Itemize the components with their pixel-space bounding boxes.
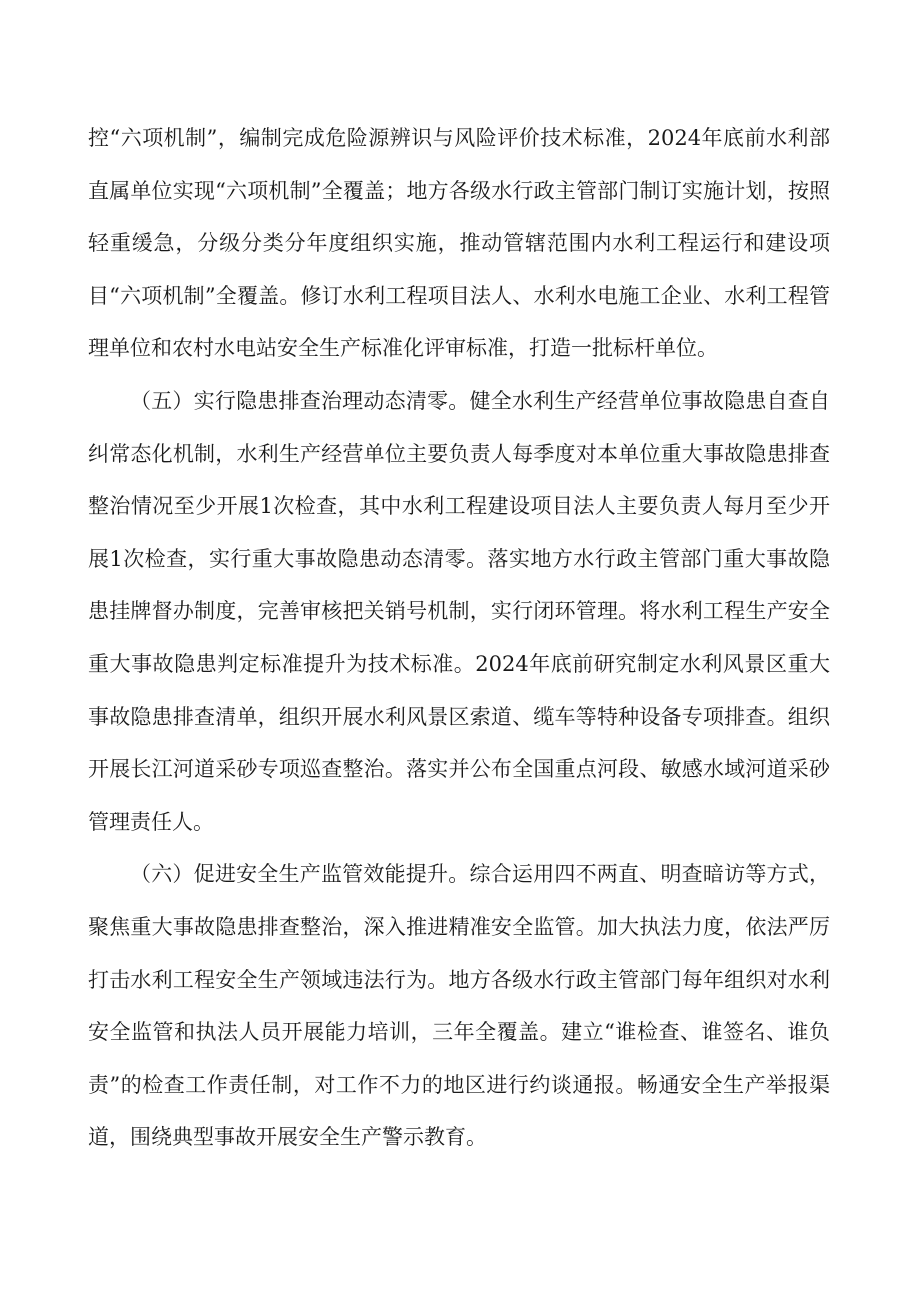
paragraph-continued: 控“六项机制”，编制完成危险源辨识与风险评价技术标准，2024年底前水利部直属单位实现“六项机制”全覆盖；地方各级水行政主管部门制订实施计划，按照轻重缓急，分级分类分年度组织实施，推动管辖范围内水利工程运行和建设项目“六项机制”全覆盖。修订水利工程项目法人、水利水电施工企业、水利工程管理单位和农村水电站安全生产标准化评审标准，打造一批标杆单位。 <box>88 126 830 361</box>
paragraph-section-5: （五）实行隐患排查治理动态清零。健全水利生产经营单位事故隐患自查自纠常态化机制，水利生产经营单位主要负责人每季度对本单位重大事故隐患排查整治情况至少开展1次检查，其中水利工程建设项目法人主要负责人每月至少开展1次检查，实行重大事故隐患动态清零。落实地方水行政主管部门重大事故隐患挂牌督办制度，完善审核把关销号机制，实行闭环管理。将水利工程生产安全重大事故隐患判定标准提升为技术标准。2024年底前研究制定水利风景区重大事故隐患排查清单，组织开展水利风景区索道、缆车等特种设备专项排查。组织开展长江河道采砂专项巡查整治。落实并公布全国重点河段、敏感水域河道采砂管理责任人。 <box>88 388 830 834</box>
paragraph-section-6: （六）促进安全生产监管效能提升。综合运用四不两直、明查暗访等方式，聚焦重大事故隐患排查整治，深入推进精准安全监管。加大执法力度，依法严厉打击水利工程安全生产领域违法行为。地方各级水行政主管部门每年组织对水利安全监管和执法人员开展能力培训，三年全覆盖。建立“谁检查、谁签名、谁负责”的检查工作责任制，对工作不力的地区进行约谈通报。畅通安全生产举报渠道，围绕典型事故开展安全生产警示教育。 <box>88 862 830 1150</box>
document-body <box>88 112 830 1164</box>
